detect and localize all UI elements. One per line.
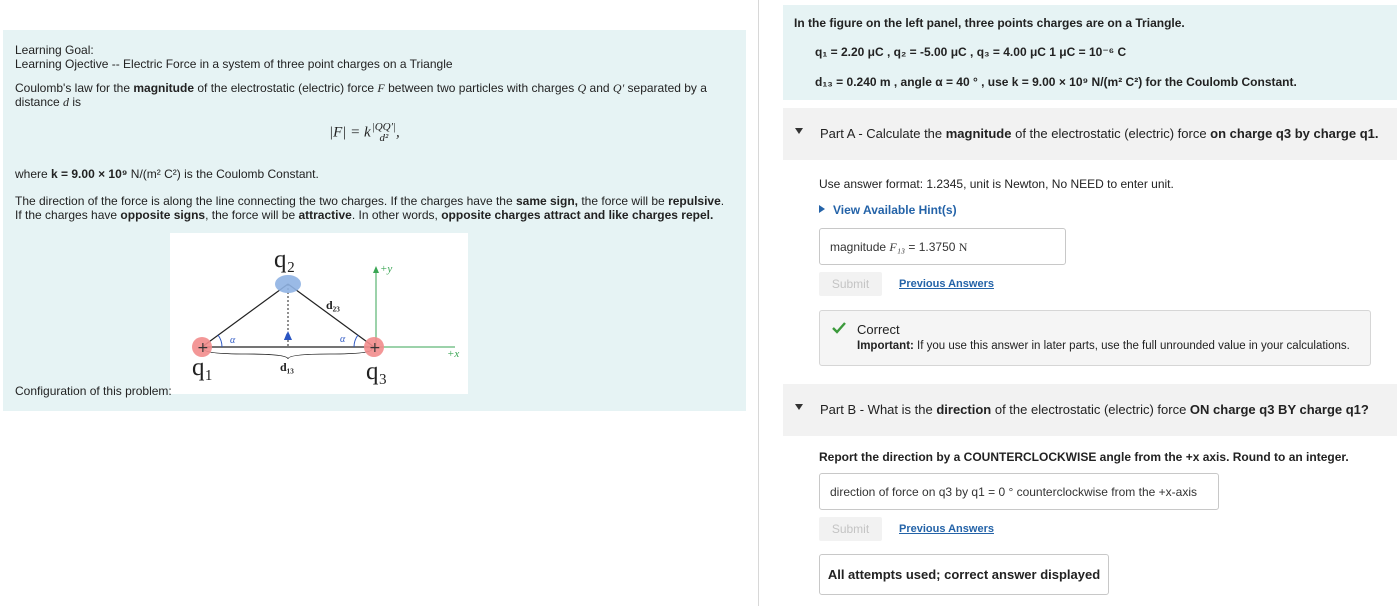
configuration-label: Configuration of this problem: <box>15 384 172 398</box>
part-b-header[interactable] <box>783 384 1397 436</box>
part-b-title: Part B - What is the direction of the electrostatic (electric) force ON charge q3 BY charge q1? <box>820 402 1369 417</box>
problem-statement <box>783 5 1397 100</box>
charge-q2-marker <box>275 275 301 293</box>
y-axis-arrow-icon <box>373 266 379 273</box>
part-b-submit-button[interactable]: Submit <box>819 517 882 541</box>
charge-q1-sign: + <box>197 340 209 356</box>
learning-goal-panel <box>3 30 746 411</box>
part-a-feedback <box>819 310 1371 366</box>
charge-q3-label: q₃ <box>366 358 388 385</box>
coulomb-formula: |F| = k |QQ′| d² , <box>329 121 400 144</box>
collapse-caret-icon[interactable] <box>795 128 803 134</box>
part-b-previous-answers-link[interactable]: Previous Answers <box>899 523 994 535</box>
important-note: Important: If you use this answer in later parts, use the full unrounded value in your calculations. <box>857 340 1350 352</box>
distance-d13-label: d₁₃ <box>280 360 294 374</box>
correct-status: Correct <box>857 322 900 337</box>
given-charges: q₁ = 2.20 μC , q₂ = -5.00 μC , q₃ = 4.00 μC 1 μC = 10⁻⁶ C <box>815 45 1127 59</box>
attempts-used-button[interactable]: All attempts used; correct answer displayed <box>819 554 1109 595</box>
learning-objective-text: Learning Ojective -- Electric Force in a system of three point charges on a Triangle <box>15 57 453 71</box>
collapse-caret-icon[interactable] <box>795 404 803 410</box>
point-a-label: A <box>284 332 291 342</box>
part-a-submit-button[interactable]: Submit <box>819 272 882 296</box>
side-q1-q2 <box>202 284 291 347</box>
charge-q1-label: q₁ <box>192 354 214 381</box>
part-a-previous-answers-link[interactable]: Previous Answers <box>899 278 994 290</box>
part-b-instruction: Report the direction by a COUNTERCLOCKWISE angle from the +x axis. Round to an integer. <box>819 450 1349 464</box>
expand-triangle-icon <box>819 205 825 213</box>
side-q2-q3 <box>288 284 374 347</box>
part-a-header[interactable] <box>783 108 1397 160</box>
coulomb-law-intro: Coulomb's law for the magnitude of the electrostatic (electric) force F between two particles with charges Q and Q′ separated by a distance d is <box>15 81 707 109</box>
view-hints-link[interactable]: View Available Hint(s) <box>819 203 957 217</box>
answer-format-note: Use answer format: 1.2345, unit is Newton, No NEED to enter unit. <box>819 177 1174 191</box>
check-icon <box>832 322 846 334</box>
part-a-title: Part A - Calculate the magnitude of the electrostatic (electric) force on charge q3 by charge q1. <box>820 126 1379 141</box>
angle-alpha-label-right: α <box>340 334 346 345</box>
d13-brace <box>204 349 372 359</box>
distance-d23-label: d₂₃ <box>326 298 340 312</box>
charge-q3-sign: + <box>369 340 381 356</box>
force-direction-text: The direction of the force is along the line connecting the two charges. If the charges have the same sign, the force will be repulsive. If the charges have opposite signs, the force will be attractive. In other words, opposite charges attract and like charges repel. <box>15 194 725 222</box>
problem-intro: In the figure on the left panel, three points charges are on a Triangle. <box>794 16 1185 30</box>
magnitude-answer-field[interactable]: magnitude F₁₃ = 1.3750 N <box>819 228 1066 265</box>
triangle-figure <box>170 233 468 394</box>
x-axis-label: +x <box>447 348 460 360</box>
angle-alpha-arc-left <box>218 335 222 347</box>
direction-answer-field[interactable]: direction of force on q3 by q1 = 0 ° counterclockwise from the +x-axis <box>819 473 1219 510</box>
given-distance-angle: d₁₃ = 0.240 m , angle α = 40 ° , use k = 9.00 × 10⁹ N/(m² C²) for the Coulomb Constant. <box>815 75 1297 89</box>
charge-q2-label: q₂ <box>274 246 296 273</box>
angle-alpha-label-left: α <box>230 335 236 346</box>
y-axis-label: +y <box>380 263 393 275</box>
learning-goal-heading: Learning Goal: <box>15 43 94 57</box>
panel-divider <box>758 0 759 606</box>
coulomb-constant-text: where k = 9.00 × 10⁹ N/(m² C²) is the Coulomb Constant. <box>15 167 319 181</box>
angle-alpha-arc-right <box>354 335 358 347</box>
